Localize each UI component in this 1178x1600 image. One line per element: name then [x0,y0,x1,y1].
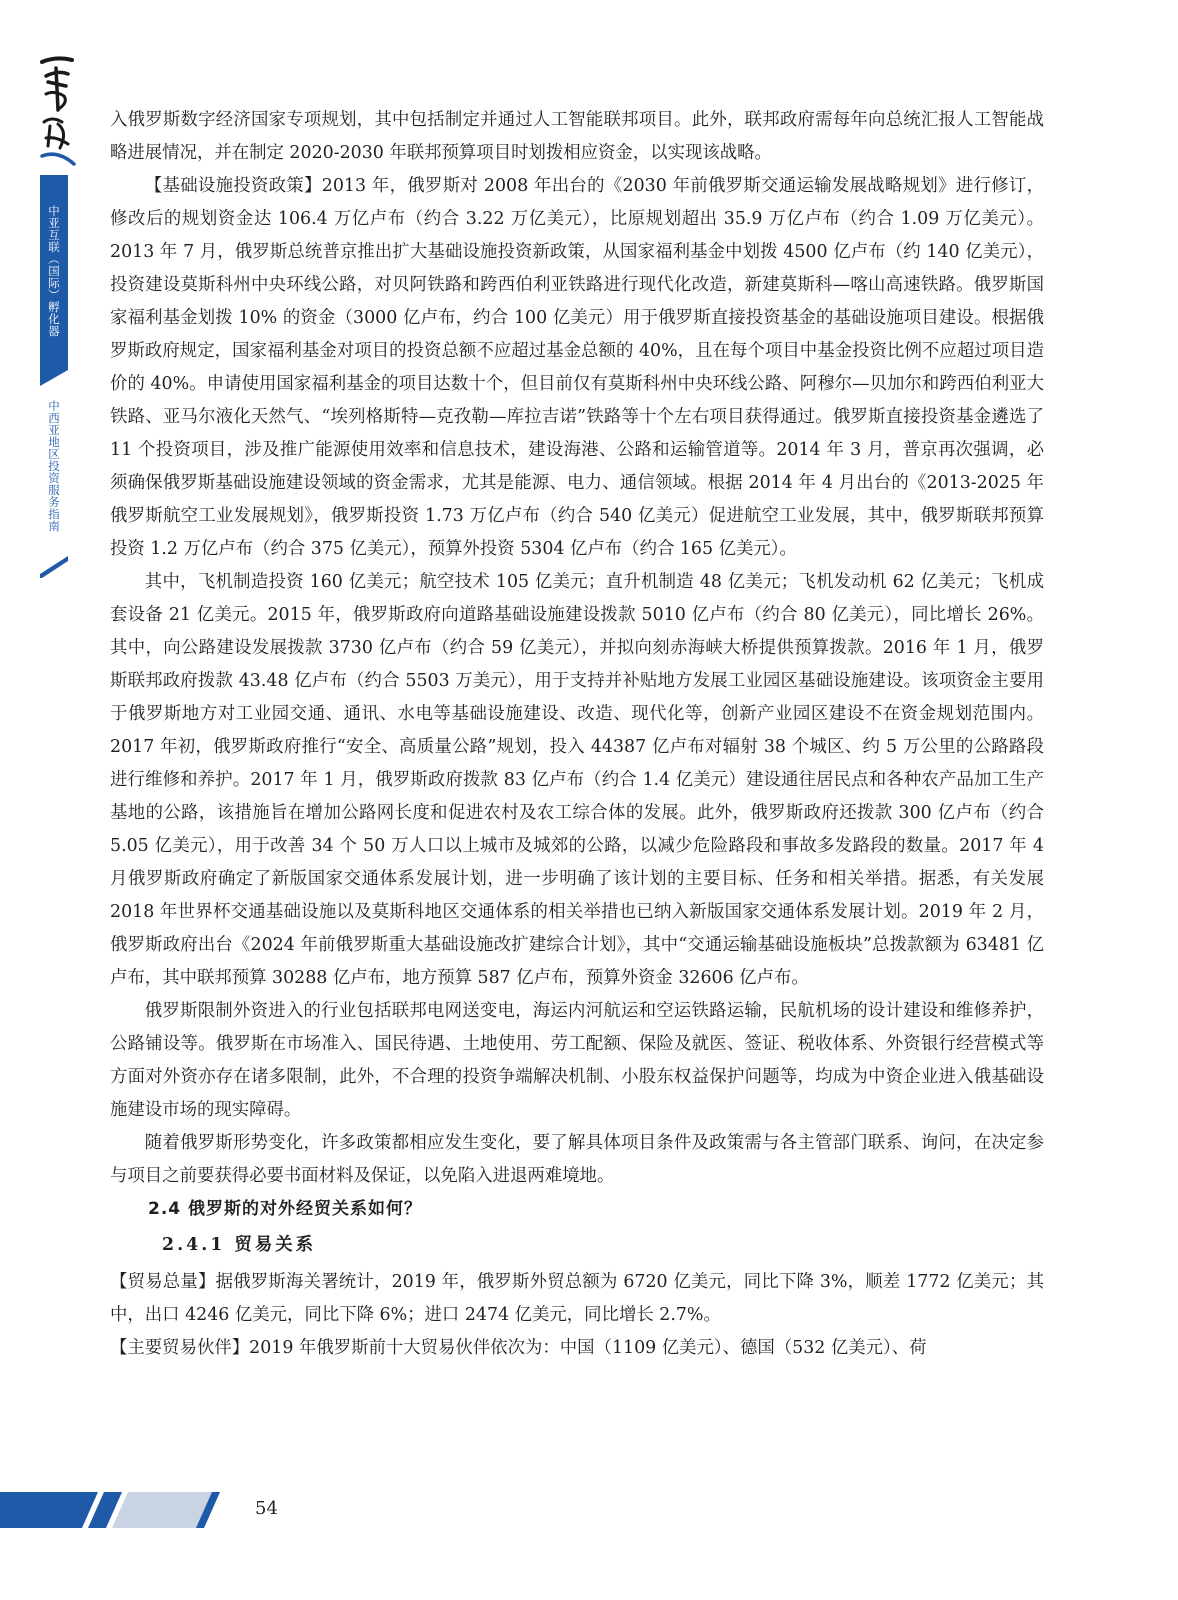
body-paragraph: 入俄罗斯数字经济国家专项规划，其中包括制定并通过人工智能联邦项目。此外，联邦政府需每年向总统汇报人工智能战略进展情况，并在制定 2020-2030 年联邦预算项目时划拨相应资金，以实现该战略。 [110,110,1044,163]
footer-stripes [0,1488,240,1532]
series-title-band [40,175,68,365]
body-paragraph: 【贸易总量】据俄罗斯海关署统计，2019 年，俄罗斯外贸总额为 6720 亿美元，同比下降 3%，顺差 1772 亿美元；其中，出口 4246 亿美元，同比下降 6%；进口 2474 亿美元，同比增长 2.7%。 [110,1272,1044,1325]
body-paragraph: 随着俄罗斯形势变化，许多政策都相应发生变化，要了解具体项目条件及政策需与各主管部门联系、询问，在决定参与项目之前要获得必要书面材料及保证，以免陷入进退两难境地。 [110,1133,1044,1186]
series-title: 中亚互联（国际）孵化器 [47,205,61,337]
page-number: 54 [255,1498,278,1519]
belt-road-logo [38,52,78,167]
band-end-slash [40,556,68,578]
subsection-heading: 2.4.1 贸易关系 [162,1235,317,1255]
guide-title-band [40,392,68,577]
body-paragraph: 其中，飞机制造投资 160 亿美元；航空技术 105 亿美元；直升机制造 48 亿美元；飞机发动机 62 亿美元；飞机成套设备 21 亿美元。2015 年，俄罗斯政府向道路基础设施建设拨款 5010 亿卢布（约合 80 亿美元），同比增长 26%。其中，向公路建设发展拨款 3730 亿卢布（约合 59 亿美元），并拟向刻赤海峡大桥提供预算拨款。2016 年 1 月，俄罗斯联邦政府拨款 43.48 亿卢布（约合 5503 万美元），用于支持并补贴地方发展工业园区基础设施建设。该项资金主要用于俄罗斯地方对工业园交通、通讯、水电等基础设施建设、改造、现代化等，创新产业园区建设不在资金规划范围内。2017 年初，俄罗斯政府推行“安全、高质量公路”规划，投入 44387 亿卢布对辐射 38 个城区、约 5 万公里的公路路段进行维修和养护。2017 年 1 月，俄罗斯政府拨款 83 亿卢布（约合 1.4 亿美元）建设通往居民点和各种农产品加工生产基地的公路，该措施旨在增加公路网长度和促进农村及农工综合体的发展。此外，俄罗斯政府还拨款 300 亿卢布（约合 5.05 亿美元），用于改善 34 个 50 万人口以上城市及城郊的公路，以减少危险路段和事故多发路段的数量。2017 年 4 月俄罗斯政府确定了新版国家交通体系发展计划，进一步明确了该计划的主要目标、任务和相关举措。据悉，有关发展 2018 年世界杯交通基础设施以及莫斯科地区交通体系的相关举措也已纳入新版国家交通体系发展计划。2019 年 2 月，俄罗斯政府出台《2024 年前俄罗斯重大基础设施改扩建综合计划》，其中“交通运输基础设施板块”总拨款额为 63481 亿卢布，其中联邦预算 30288 亿卢布，地方预算 587 亿卢布，预算外资金 32606 亿卢布。 [110,572,1044,988]
body-paragraph: 【主要贸易伙伴】2019 年俄罗斯前十大贸易伙伴依次为：中国（1109 亿美元）、德国（532 亿美元）、荷 [110,1338,927,1358]
section-heading: 2.4 俄罗斯的对外经贸关系如何？ [148,1199,423,1219]
body-paragraph: 【基础设施投资政策】2013 年，俄罗斯对 2008 年出台的《2030 年前俄罗斯交通运输发展战略规划》进行修订，修改后的规划资金达 106.4 万亿卢布（约合 3.22 万亿美元），比原规划超出 35.9 万亿卢布（约合 1.09 万亿美元）。2013 年 7 月，俄罗斯总统普京推出扩大基础设施投资新政策，从国家福利基金中划拨 4500 亿卢布（约 140 亿美元），投资建设莫斯科州中央环线公路，对贝阿铁路和跨西伯利亚铁路进行现代化改造，新建莫斯科—喀山高速铁路。俄罗斯国家福利基金划拨 10% 的资金（3000 亿卢布，约合 100 亿美元）用于俄罗斯直接投资基金的基础设施项目建设。根据俄罗斯政府规定，国家福利基金对项目的投资总额不应超过基金总额的 40%，且在每个项目中基金投资比例不应超过项目造价的 40%。申请使用国家福利基金的项目达数十个，但目前仅有莫斯科州中央环线公路、阿穆尔—贝加尔和跨西伯利亚大铁路、亚马尔液化天然气、“埃列格斯特—克孜勒—库拉吉诺”铁路等十个左右项目获得通过。俄罗斯直接投资基金遴选了 11 个投资项目，涉及推广能源使用效率和信息技术，建设海港、公路和运输管道等。2014 年 3 月，普京再次强调，必须确保俄罗斯基础设施建设领域的资金需求，尤其是能源、电力、通信领域。根据 2014 年 4 月出台的《2013-2025 年俄罗斯航空工业发展规划》，俄罗斯投资 1.73 万亿卢布（约合 540 亿美元）促进航空工业发展，其中，俄罗斯联邦预算投资 1.2 万亿卢布（约合 375 亿美元），预算外投资 5304 亿卢布（约合 165 亿美元）。 [110,176,1044,559]
band-divider-slash [40,364,68,386]
body-paragraph: 俄罗斯限制外资进入的行业包括联邦电网送变电，海运内河航运和空运铁路运输，民航机场的设计建设和维修养护，公路铺设等。俄罗斯在市场准入、国民待遇、土地使用、劳工配额、保险及就医、签证、税收体系、外资银行经营模式等方面对外资亦存在诸多限制，此外，不合理的投资争端解决机制、小股东权益保护问题等，均成为中资企业进入俄基础设施建设市场的现实障碍。 [110,1001,1044,1120]
guide-title: 中西亚地区投资服务指南 [47,400,61,532]
page-body [110,104,1044,1365]
